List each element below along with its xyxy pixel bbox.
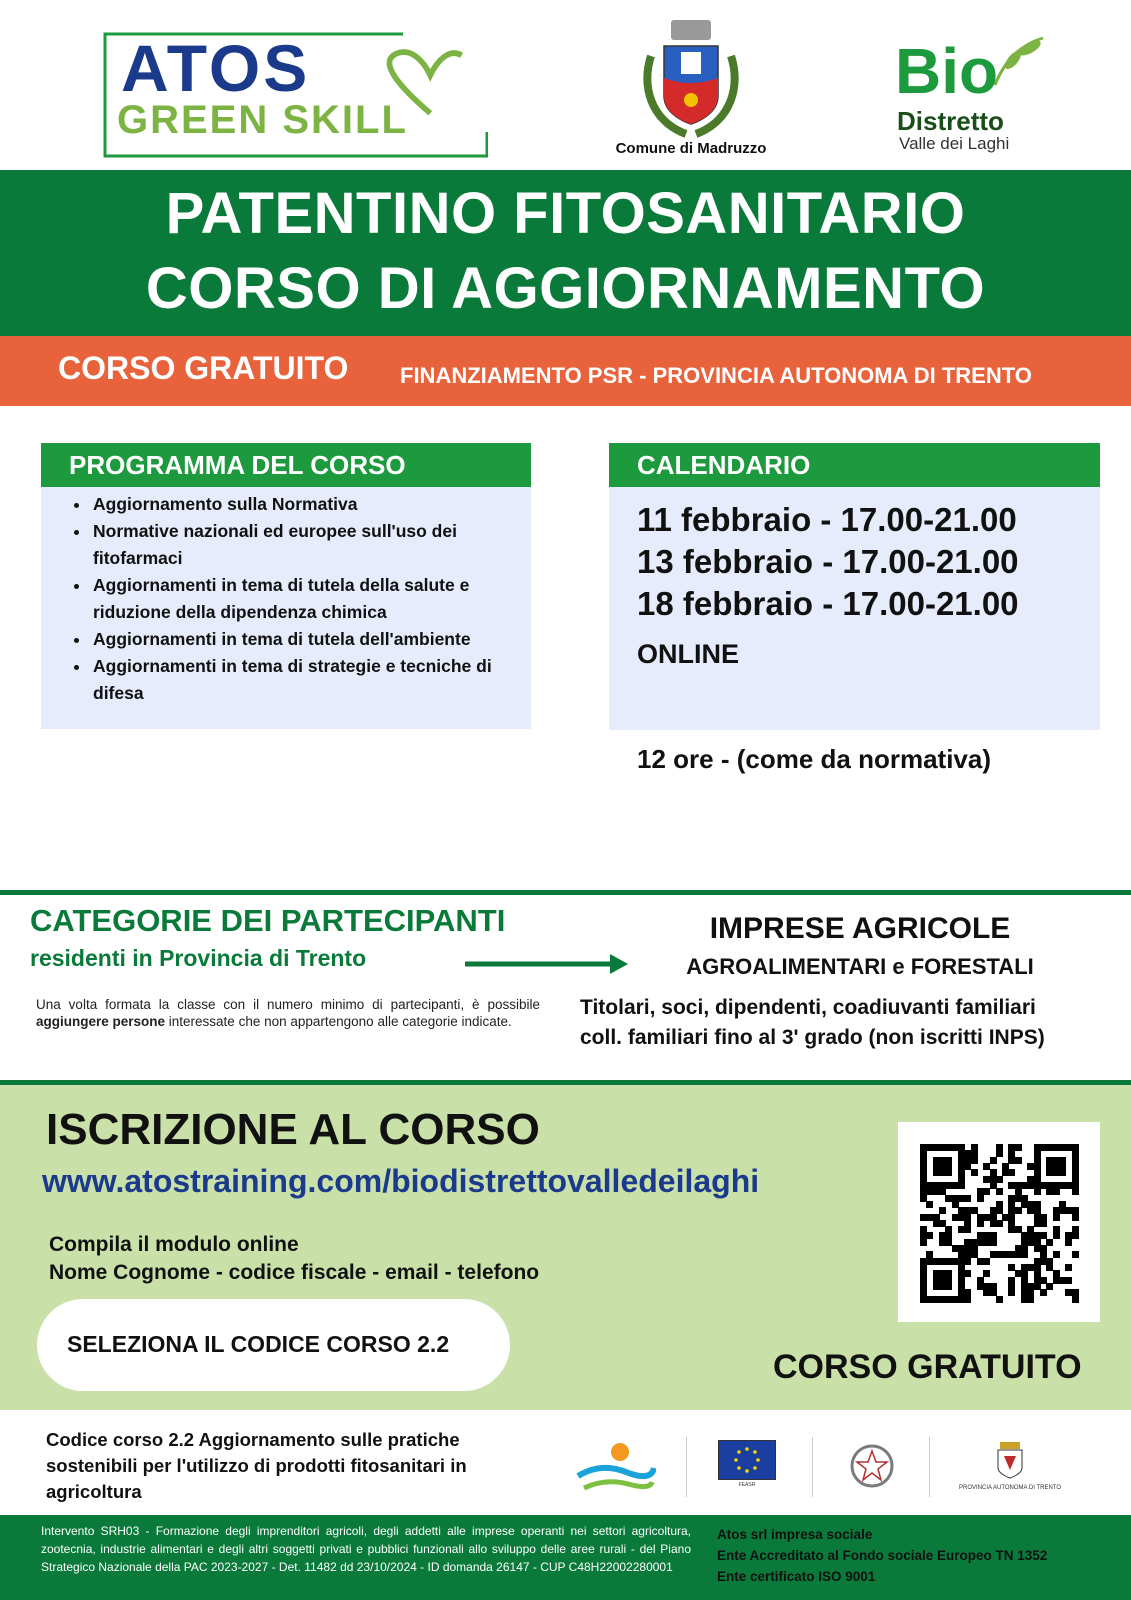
qr-module <box>926 1201 933 1208</box>
separator-top <box>0 890 1131 895</box>
eu-caption: FEASR <box>738 1482 756 1488</box>
qr-module <box>926 1232 933 1239</box>
list-item: • Aggiornamento sulla Normativa <box>91 491 531 518</box>
qr-module <box>964 1270 971 1277</box>
fields-text: Nome Cognome - codice fiscale - email - telefono <box>49 1261 540 1284</box>
atos-logo-subtitle: GREEN SKILL <box>117 98 408 142</box>
eu-flag-logo <box>718 1440 776 1490</box>
divider <box>812 1437 813 1497</box>
list-item: • Aggiornamenti in tema di strategie e tecniche di difesa <box>91 653 531 707</box>
qr-module <box>1053 1251 1060 1258</box>
course-hours: 12 ore - (come da normativa) <box>637 744 991 774</box>
qr-module <box>964 1296 971 1303</box>
qr-module <box>990 1157 997 1164</box>
qr-module <box>920 1239 927 1246</box>
categorie-title: CATEGORIE DEI PARTECIPANTI <box>30 903 506 938</box>
programma-body <box>41 487 531 729</box>
qr-module <box>977 1220 984 1227</box>
qr-module <box>1053 1188 1060 1195</box>
qr-module <box>1027 1296 1034 1303</box>
qr-module <box>1065 1239 1072 1246</box>
categorie-note <box>36 996 540 1030</box>
select-course-label: SELEZIONA IL CODICE CORSO 2.2 <box>67 1331 450 1357</box>
note-text-2: interessate che non appartengono alle categorie indicate. <box>165 1014 512 1029</box>
qr-module <box>964 1226 971 1233</box>
qr-module <box>996 1220 1003 1227</box>
calendar-date: 11 febbraio - 17.00-21.00 <box>637 501 1017 538</box>
list-item: • Aggiornamenti in tema di tutela della salute e riduzione della dipendenza chimica <box>91 572 531 626</box>
qr-module <box>1034 1188 1041 1195</box>
qr-module <box>1040 1289 1047 1296</box>
qr-module <box>1015 1144 1022 1151</box>
title-line-1: PATENTINO FITOSANITARIO <box>165 181 966 246</box>
qr-module <box>1065 1277 1072 1284</box>
comune-label: Comune di Madruzzo <box>615 140 767 157</box>
qr-module <box>1059 1169 1066 1176</box>
bio-logo-word: Bio <box>895 35 999 107</box>
qr-module <box>964 1258 971 1265</box>
imprese-title: IMPRESE AGRICOLE <box>709 912 1011 945</box>
qr-module <box>1015 1207 1022 1214</box>
bio-logo-distretto: Distretto <box>897 106 1004 136</box>
banner-funding: FINANZIAMENTO PSR - PROVINCIA AUTONOMA DI TRENTO <box>400 363 1032 388</box>
bio-logo-valle: Valle dei Laghi <box>899 134 1010 153</box>
calendario-body <box>609 487 1100 730</box>
qr-module <box>971 1157 978 1164</box>
calendar-date: 13 febbraio - 17.00-21.00 <box>637 543 1019 580</box>
comune-crest <box>636 16 746 141</box>
calendario-heading: CALENDARIO <box>609 443 1100 487</box>
qr-code-image <box>920 1144 1078 1300</box>
italian-republic-emblem-icon <box>847 1441 897 1491</box>
titolari-line-2: coll. familiari fino al 3' grado (non iscritti INPS) <box>580 1026 1045 1049</box>
qr-module <box>977 1195 984 1202</box>
qr-module <box>939 1207 946 1214</box>
footer-atos-line-1: Atos srl impresa sociale <box>717 1527 873 1542</box>
titolari-line-1: Titolari, soci, dipendenti, coadiuvanti familiari <box>580 996 1036 1019</box>
qr-module <box>983 1270 990 1277</box>
programma-list <box>41 491 531 707</box>
atos-logo-wordmark: ATOS <box>121 31 311 105</box>
qr-module <box>996 1296 1003 1303</box>
qr-module <box>1072 1232 1079 1239</box>
note-text-1: Una volta formata la classe con il numero minimo di partecipanti, è possibile <box>36 997 540 1012</box>
qr-module <box>996 1176 1003 1183</box>
banner-corso-gratuito: CORSO GRATUITO <box>58 350 349 386</box>
qr-module <box>1053 1232 1060 1239</box>
qr-module <box>971 1169 978 1176</box>
list-item: • Normative nazionali ed europee sull'uso dei fitofarmaci <box>91 518 531 572</box>
qr-module <box>1053 1214 1060 1221</box>
calendario-box <box>609 443 1100 730</box>
categorie-subtitle: residenti in Provincia di Trento <box>30 945 367 971</box>
footer-intervento: Intervento SRH03 - Formazione degli imprenditori agricoli, degli addetti alle imprese operanti nei settori agricoltura, zootecnia, industrie alimentari e degli altri soggetti privati e pubblici funzionali allo sviluppo delle aree rurali - del Piano Strategico Nazionale della PAC 2023-2027 - Det. 11482 dd 23/10/2024 - ID domanda 26147 - CUP C48H22002280001 <box>41 1524 691 1574</box>
compila-text: Compila il modulo online <box>49 1233 299 1256</box>
title-line-2: CORSO DI AGGIORNAMENTO <box>145 256 986 321</box>
trento-caption: PROVINCIA AUTONOMA DI TRENTO <box>958 1485 1062 1491</box>
wave-logo-icon <box>576 1438 656 1498</box>
footer-atos-line-3: Ente certificato ISO 9001 <box>717 1569 876 1584</box>
biodistretto-logo <box>895 30 1055 160</box>
list-item: • Aggiornamenti in tema di tutela dell'ambiente <box>91 626 531 653</box>
calendar-mode: ONLINE <box>637 639 740 669</box>
qr-module <box>1072 1188 1079 1195</box>
qr-module <box>996 1188 1003 1195</box>
qr-module <box>1072 1214 1079 1221</box>
imprese-subtitle: AGROALIMENTARI e FORESTALI <box>686 954 1034 979</box>
divider <box>929 1437 930 1497</box>
select-course-button[interactable] <box>37 1299 510 1391</box>
qr-module <box>958 1182 965 1189</box>
corso-gratuito-label: CORSO GRATUITO <box>773 1348 1082 1386</box>
qr-module <box>1015 1157 1022 1164</box>
provincia-trento-logo <box>956 1440 1064 1495</box>
calendar-date: 18 febbraio - 17.00-21.00 <box>637 585 1019 622</box>
footer-atos-line-2: Ente Accreditato al Fondo sociale Europeo TN 1352 <box>717 1548 1048 1563</box>
qr-module <box>1040 1220 1047 1227</box>
qr-module <box>1072 1251 1079 1258</box>
divider <box>686 1437 687 1497</box>
qr-module <box>945 1283 952 1290</box>
coat-of-arms-icon <box>636 16 746 141</box>
qr-module <box>1072 1296 1079 1303</box>
iscrizione-title: ISCRIZIONE AL CORSO <box>46 1105 540 1154</box>
iscrizione-url[interactable]: www.atostraining.com/biodistrettovalledeilaghi <box>42 1163 760 1199</box>
qr-module <box>1065 1264 1072 1271</box>
qr-module <box>996 1150 1003 1157</box>
qr-module <box>1046 1239 1053 1246</box>
qr-module <box>1008 1169 1015 1176</box>
programma-heading: PROGRAMMA DEL CORSO <box>41 443 531 487</box>
trento-eagle-icon <box>956 1440 1064 1480</box>
codice-corso-text: Codice corso 2.2 Aggiornamento sulle pratiche sostenibili per l'utilizzo di prodotti fitosanitari in agricoltura <box>46 1429 467 1502</box>
note-text-bold: aggiungere persone <box>36 1014 166 1029</box>
qr-module <box>990 1239 997 1246</box>
qr-module <box>1021 1251 1028 1258</box>
qr-module <box>983 1188 990 1195</box>
atos-green-skill-logo <box>103 32 488 158</box>
qr-code[interactable] <box>898 1122 1100 1322</box>
qr-module <box>964 1195 971 1202</box>
qr-module <box>945 1169 952 1176</box>
qr-module <box>1046 1283 1053 1290</box>
qr-module <box>1008 1289 1015 1296</box>
eu-flag-icon <box>718 1440 776 1480</box>
qr-module <box>983 1258 990 1265</box>
programma-box <box>41 443 531 729</box>
